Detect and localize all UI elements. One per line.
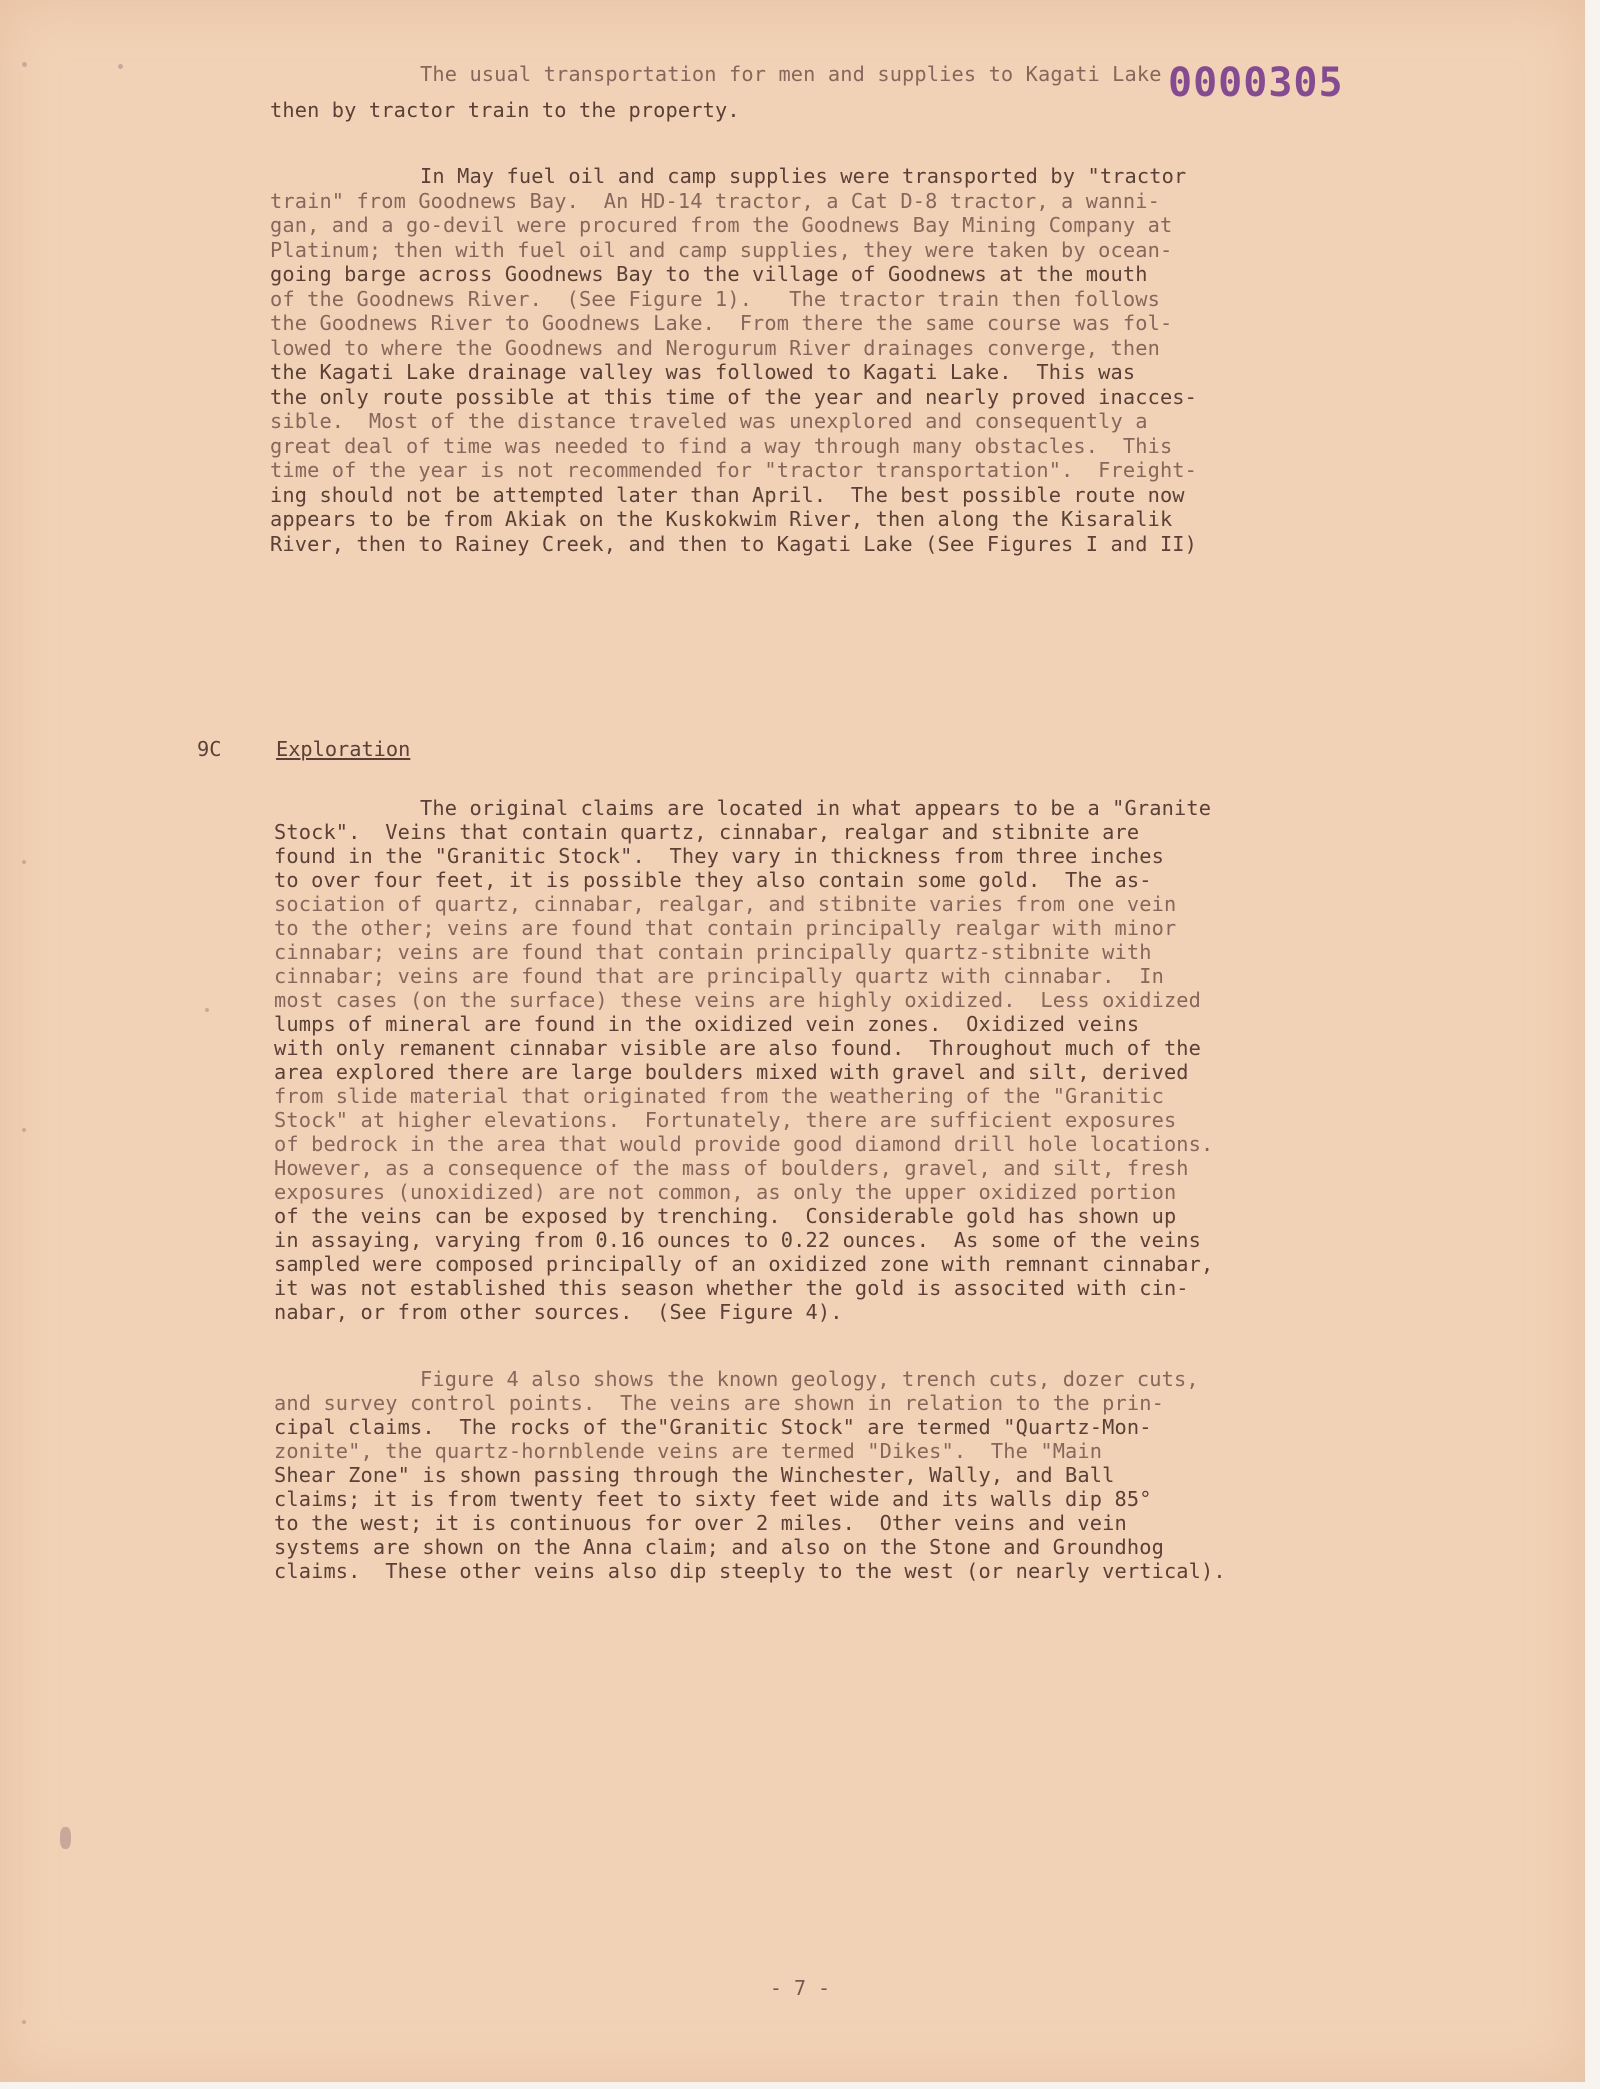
text-line: found in the "Granitic Stock". They vary in thickness from three inches [274, 844, 1164, 868]
text-line: train" from Goodnews Bay. An HD-14 tractor, a Cat D-8 tractor, a wanni- [270, 189, 1160, 213]
text-line: zonite", the quartz-hornblende veins are termed "Dikes". The "Main [274, 1439, 1103, 1463]
text-line: claims; it is from twenty feet to sixty feet wide and its walls dip 85° [274, 1487, 1152, 1511]
scan-speck [22, 860, 26, 864]
text-line: to over four feet, it is possible they also contain some gold. The as- [274, 868, 1152, 892]
text-line: with only remanent cinnabar visible are also found. Throughout much of the [274, 1036, 1202, 1060]
text-line: Shear Zone" is shown passing through the Winchester, Wally, and Ball [274, 1463, 1115, 1487]
scan-speck [22, 2020, 26, 2024]
text-line: lumps of mineral are found in the oxidized vein zones. Oxidized veins [274, 1012, 1140, 1036]
scan-speck [205, 1008, 209, 1012]
text-line: Figure 4 also shows the known geology, trench cuts, dozer cuts, [420, 1367, 1199, 1391]
text-line: of bedrock in the area that would provide good diamond drill hole locations. [274, 1132, 1214, 1156]
text-line: the Goodnews River to Goodnews Lake. From there the same course was fol- [270, 311, 1173, 335]
text-line: systems are shown on the Anna claim; and also on the Stone and Groundhog [274, 1535, 1164, 1559]
text-line: it was not established this season whether the gold is associted with cin- [274, 1276, 1189, 1300]
text-line: cipal claims. The rocks of the"Granitic Stock" are termed "Quartz-Mon- [274, 1415, 1152, 1439]
scan-speck [118, 64, 123, 69]
text-line: area explored there are large boulders mixed with gravel and silt, derived [274, 1060, 1189, 1084]
scan-border-bottom [0, 2082, 1600, 2089]
scan-speck [22, 1128, 26, 1132]
text-line: exposures (unoxidized) are not common, as only the upper oxidized portion [274, 1180, 1177, 1204]
text-line: the Kagati Lake drainage valley was followed to Kagati Lake. This was [270, 360, 1136, 384]
text-line: However, as a consequence of the mass of boulders, gravel, and silt, fresh [274, 1156, 1189, 1180]
text-line: Stock" at higher elevations. Fortunately, there are sufficient exposures [274, 1108, 1177, 1132]
text-line: of the Goodnews River. (See Figure 1). The tractor train then follows [270, 287, 1160, 311]
scan-smudge [60, 1827, 71, 1849]
text-line: appears to be from Akiak on the Kuskokwim River, then along the Kisaralik [270, 507, 1173, 531]
text-line: in assaying, varying from 0.16 ounces to 0.22 ounces. As some of the veins [274, 1228, 1202, 1252]
text-line: sociation of quartz, cinnabar, realgar, and stibnite varies from one vein [274, 892, 1177, 916]
text-line: The usual transportation for men and supplies to Kagati Lake [420, 62, 1162, 86]
text-line: of the veins can be exposed by trenching. Considerable gold has shown up [274, 1204, 1177, 1228]
text-line: ing should not be attempted later than April. The best possible route now [270, 483, 1185, 507]
text-line: cinnabar; veins are found that are principally quartz with cinnabar. In [274, 964, 1164, 988]
text-line: sampled were composed principally of an oxidized zone with remnant cinnabar, [274, 1252, 1214, 1276]
scan-border-right [1585, 0, 1600, 2089]
text-line: Platinum; then with fuel oil and camp supplies, they were taken by ocean- [270, 238, 1173, 262]
text-line: going barge across Goodnews Bay to the village of Goodnews at the mouth [270, 262, 1148, 286]
section-number: 9C [197, 737, 222, 761]
text-line: the only route possible at this time of the year and nearly proved inacces- [270, 385, 1198, 409]
text-line: River, then to Rainey Creek, and then to Kagati Lake (See Figures I and II) [270, 532, 1198, 556]
text-line: lowed to where the Goodnews and Nerogurum River drainages converge, then [270, 336, 1160, 360]
section-title: Exploration [276, 737, 411, 761]
text-line: cinnabar; veins are found that contain principally quartz-stibnite with [274, 940, 1152, 964]
text-line: nabar, or from other sources. (See Figure 4). [274, 1300, 843, 1324]
text-line: time of the year is not recommended for "tractor transportation". Freight- [270, 458, 1198, 482]
text-line: Stock". Veins that contain quartz, cinnabar, realgar and stibnite are [274, 820, 1140, 844]
text-line: In May fuel oil and camp supplies were transported by "tractor [420, 164, 1187, 188]
text-line: to the west; it is continuous for over 2 miles. Other veins and vein [274, 1511, 1127, 1535]
scan-speck [22, 62, 27, 67]
text-line: from slide material that originated from the weathering of the "Granitic [274, 1084, 1164, 1108]
text-line: then by tractor train to the property. [270, 98, 740, 122]
text-line: most cases (on the surface) these veins are highly oxidized. Less oxidized [274, 988, 1202, 1012]
text-line: great deal of time was needed to find a way through many obstacles. This [270, 434, 1173, 458]
text-line: The original claims are located in what appears to be a "Granite [420, 796, 1212, 820]
document-number-stamp: 0000305 [1168, 60, 1344, 106]
text-line: sible. Most of the distance traveled was unexplored and consequently a [270, 409, 1148, 433]
text-line: to the other; veins are found that contain principally realgar with minor [274, 916, 1177, 940]
page-number: - 7 - [769, 1976, 831, 2000]
text-line: claims. These other veins also dip steeply to the west (or nearly vertical). [274, 1559, 1226, 1583]
text-line: and survey control points. The veins are shown in relation to the prin- [274, 1391, 1164, 1415]
text-line: gan, and a go-devil were procured from the Goodnews Bay Mining Company at [270, 213, 1173, 237]
